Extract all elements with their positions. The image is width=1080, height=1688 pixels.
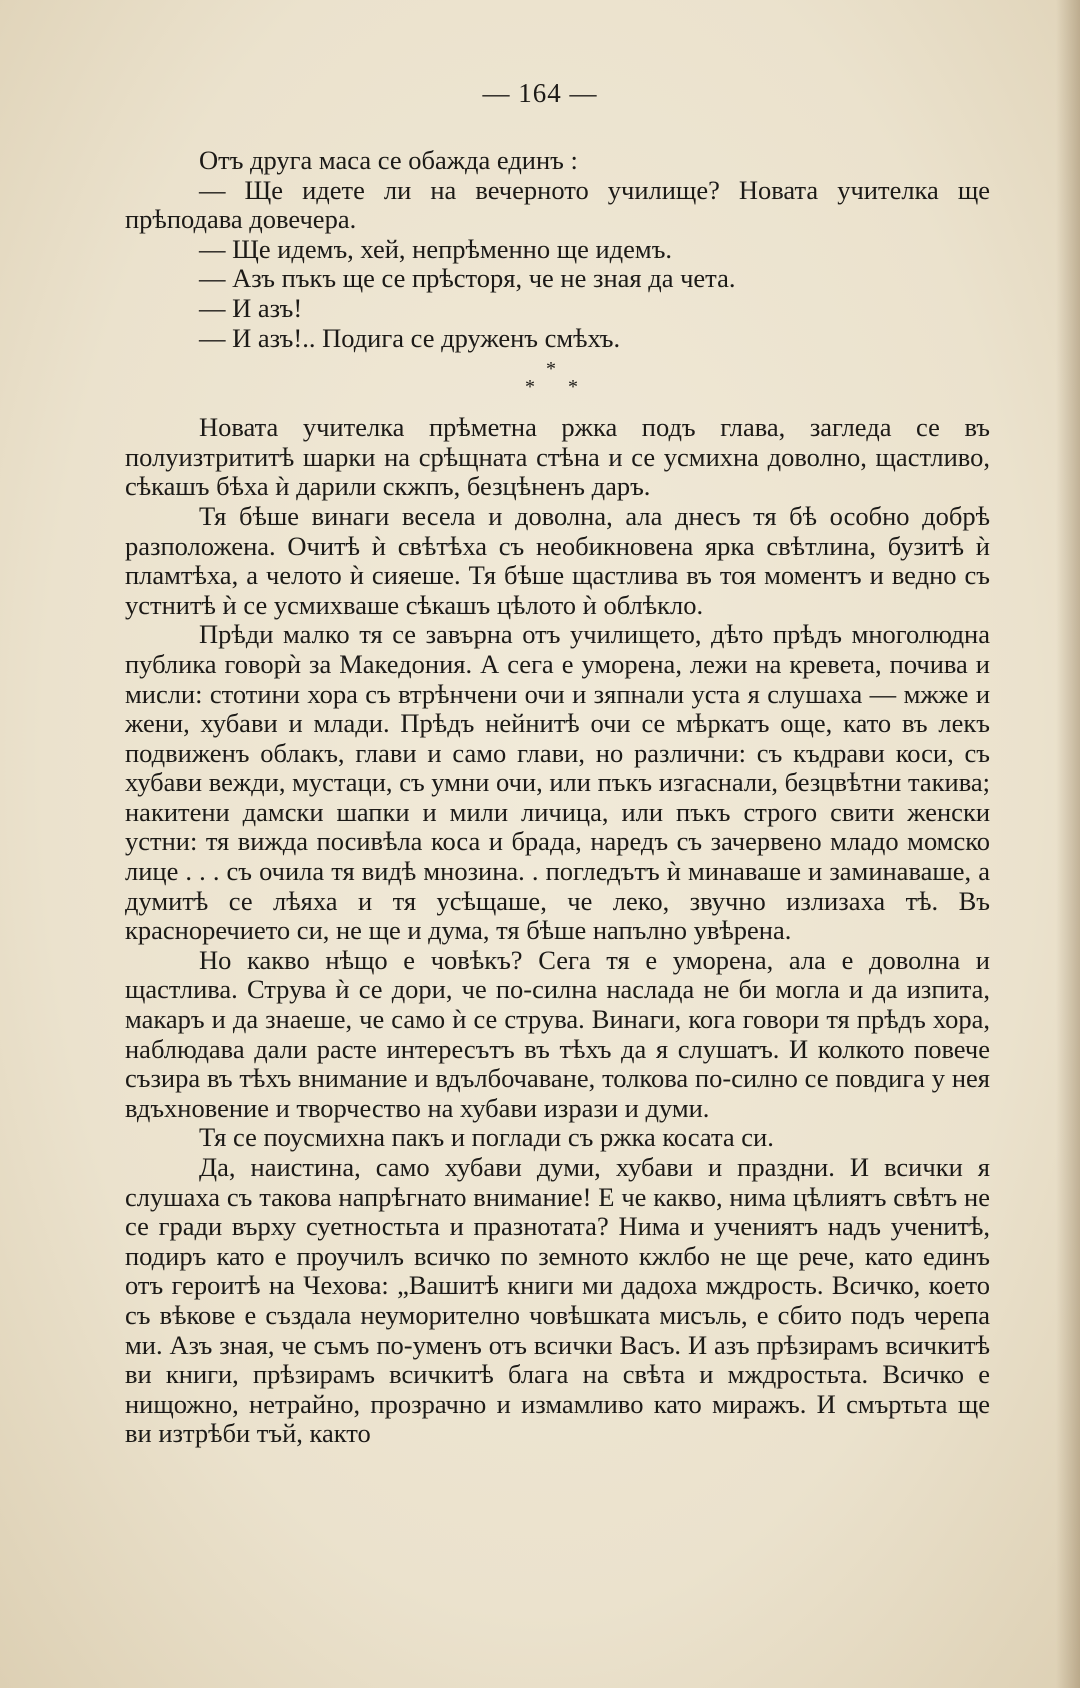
dialogue-line: — Ще идемъ, хей, непрѣменно ще идемъ. (199, 233, 673, 264)
paragraph: Но какво нѣщо е човѣкъ? Сега тя е уморена, ала е доволна и щастлива. Струва ѝ се дори, че по-силна наслада не би могла и да изпита, макаръ и да знаеше, че само ѝ се струва. Винаги, кога говори тя прѣдъ хора, наблюдава дали расте интересътъ въ тѣхъ да я слушатъ. И колкото повече съзира въ тѣхъ внимание и вдълбочаване, толкова по-силно се повдига у нея вдъхновение и творчество на хубави изрази и думи. (125, 944, 990, 1123)
page-number: — 164 — (482, 78, 598, 108)
asterisk: * (568, 376, 578, 399)
dialogue-line: — И азъ! (199, 292, 303, 323)
dialogue-line: — Ще идете ли на вечерното училище? Новата учителка ще прѣподава довечера. (125, 174, 990, 235)
asterisk: * (525, 376, 535, 399)
paragraph: Тя се поусмихна пакъ и поглади съ ржка косата си. (199, 1122, 774, 1153)
paragraph: Да, наистина, само хубави думи, хубави и праздни. И всички я слушаха съ такова напрѣгнато внимание! Е че какво, нима цѣлиятъ свѣтъ не се гради върху суетностьта и празнотата? Нима и учениятъ надъ ученитѣ, подиръ като е проучилъ всичко по земното кжлбо не ще рече, като единъ отъ героитѣ на Чехова: „Вашитѣ книги ми дадоха мждрость. Всичко, което съ вѣкове е създала неуморително човѣшката мисъль, е сбито подъ черепа ми. Азъ зная, че съмъ по-уменъ отъ всички Васъ. И азъ прѣзирамъ всичкитѣ ви книги, прѣзирамъ всичкитѣ блага на свѣта и мждростьта. Всичко е нищожно, нетрайно, прозрачно и измамливо като миражъ. И смъртьта ще ви изтрѣби тъй, както (125, 1152, 990, 1449)
dialogue-line: — И азъ!.. Подига се друженъ смѣхъ. (199, 322, 621, 353)
body-text (125, 146, 990, 1449)
page-edge-shadow (1056, 0, 1080, 1688)
dialogue-intro: Отъ друга маса се обажда единъ : (199, 145, 578, 175)
paragraph: Новата учителка прѣметна ржка подъ глава, загледа се въ полуизтрититѣ шарки на срѣщната стѣна и се усмихна доволно, щастливо, сѣкашъ бѣха ѝ дарили скжпъ, безцѣненъ даръ. (125, 412, 990, 502)
section-separator (125, 355, 990, 412)
dialogue-line: — Азъ пъкъ ще се прѣсторя, че не зная да чета. (199, 263, 736, 294)
paragraph: Прѣди малко тя се завърна отъ училището, дѣто прѣдъ многолюдна публика говорѝ за Македония. А сега е уморена, лежи на кревета, почива и мисли: стотини хора съ втрѣнчени очи и зяпнали уста я слушаха — мжже и жени, хубави и млади. Прѣдъ нейнитѣ очи се мѣркатъ още, като въ лекъ подвиженъ облакъ, глави и само глави, но различни: съ къдрави коси, съ хубави вежди, мустаци, съ умни очи, или пъкъ изгаснали, безцвѣтни такива; накитени дамски шапки и мили личица, или пъкъ строго свити женски устни: тя вижда посивѣла коса и брада, наредъ съ зачервено младо момско лице . . . съ очила тя видѣ мнозина. . погледътъ ѝ минаваше и заминаваше, а думитѣ се лѣяха и тя усѣщаше, че леко, звучно излизаха тѣ. Въ красноречието си, не ще и дума, тя бѣше напълно увѣрена. (125, 619, 990, 946)
paragraph: Тя бѣше винаги весела и доволна, ала днесъ тя бѣ особно добрѣ разположена. Очитѣ ѝ свѣтѣха съ необикновена ярка свѣтлина, бузитѣ ѝ пламтѣха, а челото ѝ сияеше. Тя бѣше щастлива въ тоя моментъ и ведно съ устнитѣ ѝ се усмихваше сѣкашъ цѣлото ѝ облѣкло. (125, 500, 990, 620)
asterisk: * (546, 358, 556, 381)
